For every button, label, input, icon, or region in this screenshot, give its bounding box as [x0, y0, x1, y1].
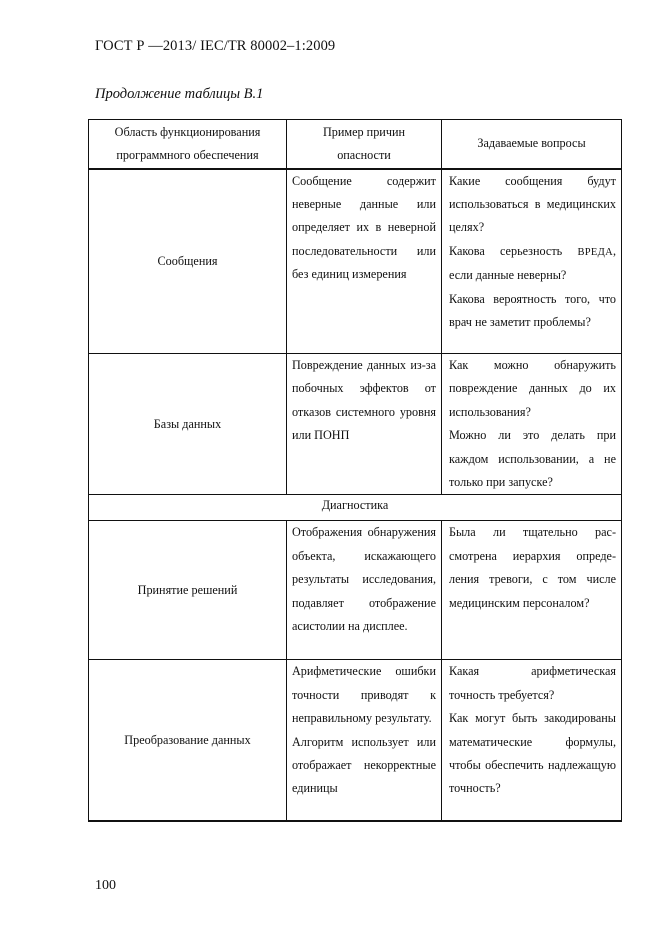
- table-row: [89, 521, 622, 660]
- cause-cell: [287, 169, 442, 354]
- column-header-cause: [287, 120, 442, 169]
- term-vreda: ВРЕДА: [577, 246, 613, 258]
- questions-cell: [442, 521, 622, 660]
- section-row: [89, 495, 622, 521]
- column-header-area-line2: программного обеспечения: [116, 148, 259, 162]
- column-header-cause-line1: Пример причин: [323, 125, 405, 139]
- column-header-area: [89, 120, 287, 169]
- section-title: Диагностика: [89, 495, 622, 521]
- question: Можно ли это делать при каждом использовании, а не только при запуске?: [449, 428, 616, 490]
- column-header-questions: [442, 120, 622, 169]
- cause-text: Отображения обнаружения объекта, искажающего результаты исследования, подавляет отображение асистолии на дисплее.: [292, 525, 436, 634]
- area-cell: [89, 660, 287, 821]
- area-cell: [89, 169, 287, 354]
- area-cell: [89, 521, 287, 660]
- question: Была ли тщательно рассмотрена иерархия определения тревоги, с том числе медицинским персоналом?: [449, 525, 616, 610]
- area-label: Базы данных: [153, 416, 222, 431]
- column-header-cause-line2: опасности: [337, 148, 391, 162]
- document-header: ГОСТ Р —2013/ IEC/TR 80002–1:2009: [95, 38, 336, 54]
- questions-cell: [442, 169, 622, 354]
- cause-text: Сообщение содержит неверные данные или определяет их в неверной последовательности или без единиц измерения: [292, 173, 436, 282]
- table-caption: Продолжение таблицы В.1: [95, 86, 264, 102]
- area-label: Сообщения: [157, 253, 218, 268]
- cause-text: Повреждение данных из-за побочных эффектов от отказов системного уровня или ПОНП: [292, 358, 436, 443]
- question: Какова серьезность ВРЕДА, если данные неверны?: [449, 243, 617, 283]
- question: Какова вероятность того, что врач не заметит проблемы?: [449, 291, 616, 329]
- column-header-questions-label: Задаваемые вопросы: [477, 136, 586, 151]
- area-label: Преобразование данных: [124, 732, 251, 747]
- cause-text: Алгоритм использует или отображает некорректные единицы: [292, 734, 436, 796]
- questions-cell: [442, 354, 622, 495]
- cause-cell: [287, 521, 442, 660]
- question: Как можно обнаружить повреждение данных до их использования?: [449, 358, 616, 419]
- question: Какая арифметическая точность требуется?: [449, 664, 616, 702]
- question: Как могут быть закодированы математические формулы, чтобы обеспечить надлежащую точность?: [449, 711, 616, 796]
- questions-cell: [442, 660, 622, 821]
- cause-cell: [287, 660, 442, 821]
- area-label: Принятие решений: [137, 582, 238, 597]
- column-header-area-line1: Область функционирования: [114, 125, 261, 139]
- table-row: [89, 660, 622, 821]
- page-number: 100: [95, 878, 116, 893]
- cause-cell: [287, 354, 442, 495]
- cause-text: Арифметические ошибки точности приводят к неправильному результату.: [292, 664, 436, 726]
- table-row: [89, 354, 622, 495]
- hazard-table: [88, 119, 622, 822]
- area-cell: [89, 354, 287, 495]
- question: Какие сообщения будут использоваться в медицинских целях?: [449, 173, 616, 235]
- table-row: [89, 169, 622, 354]
